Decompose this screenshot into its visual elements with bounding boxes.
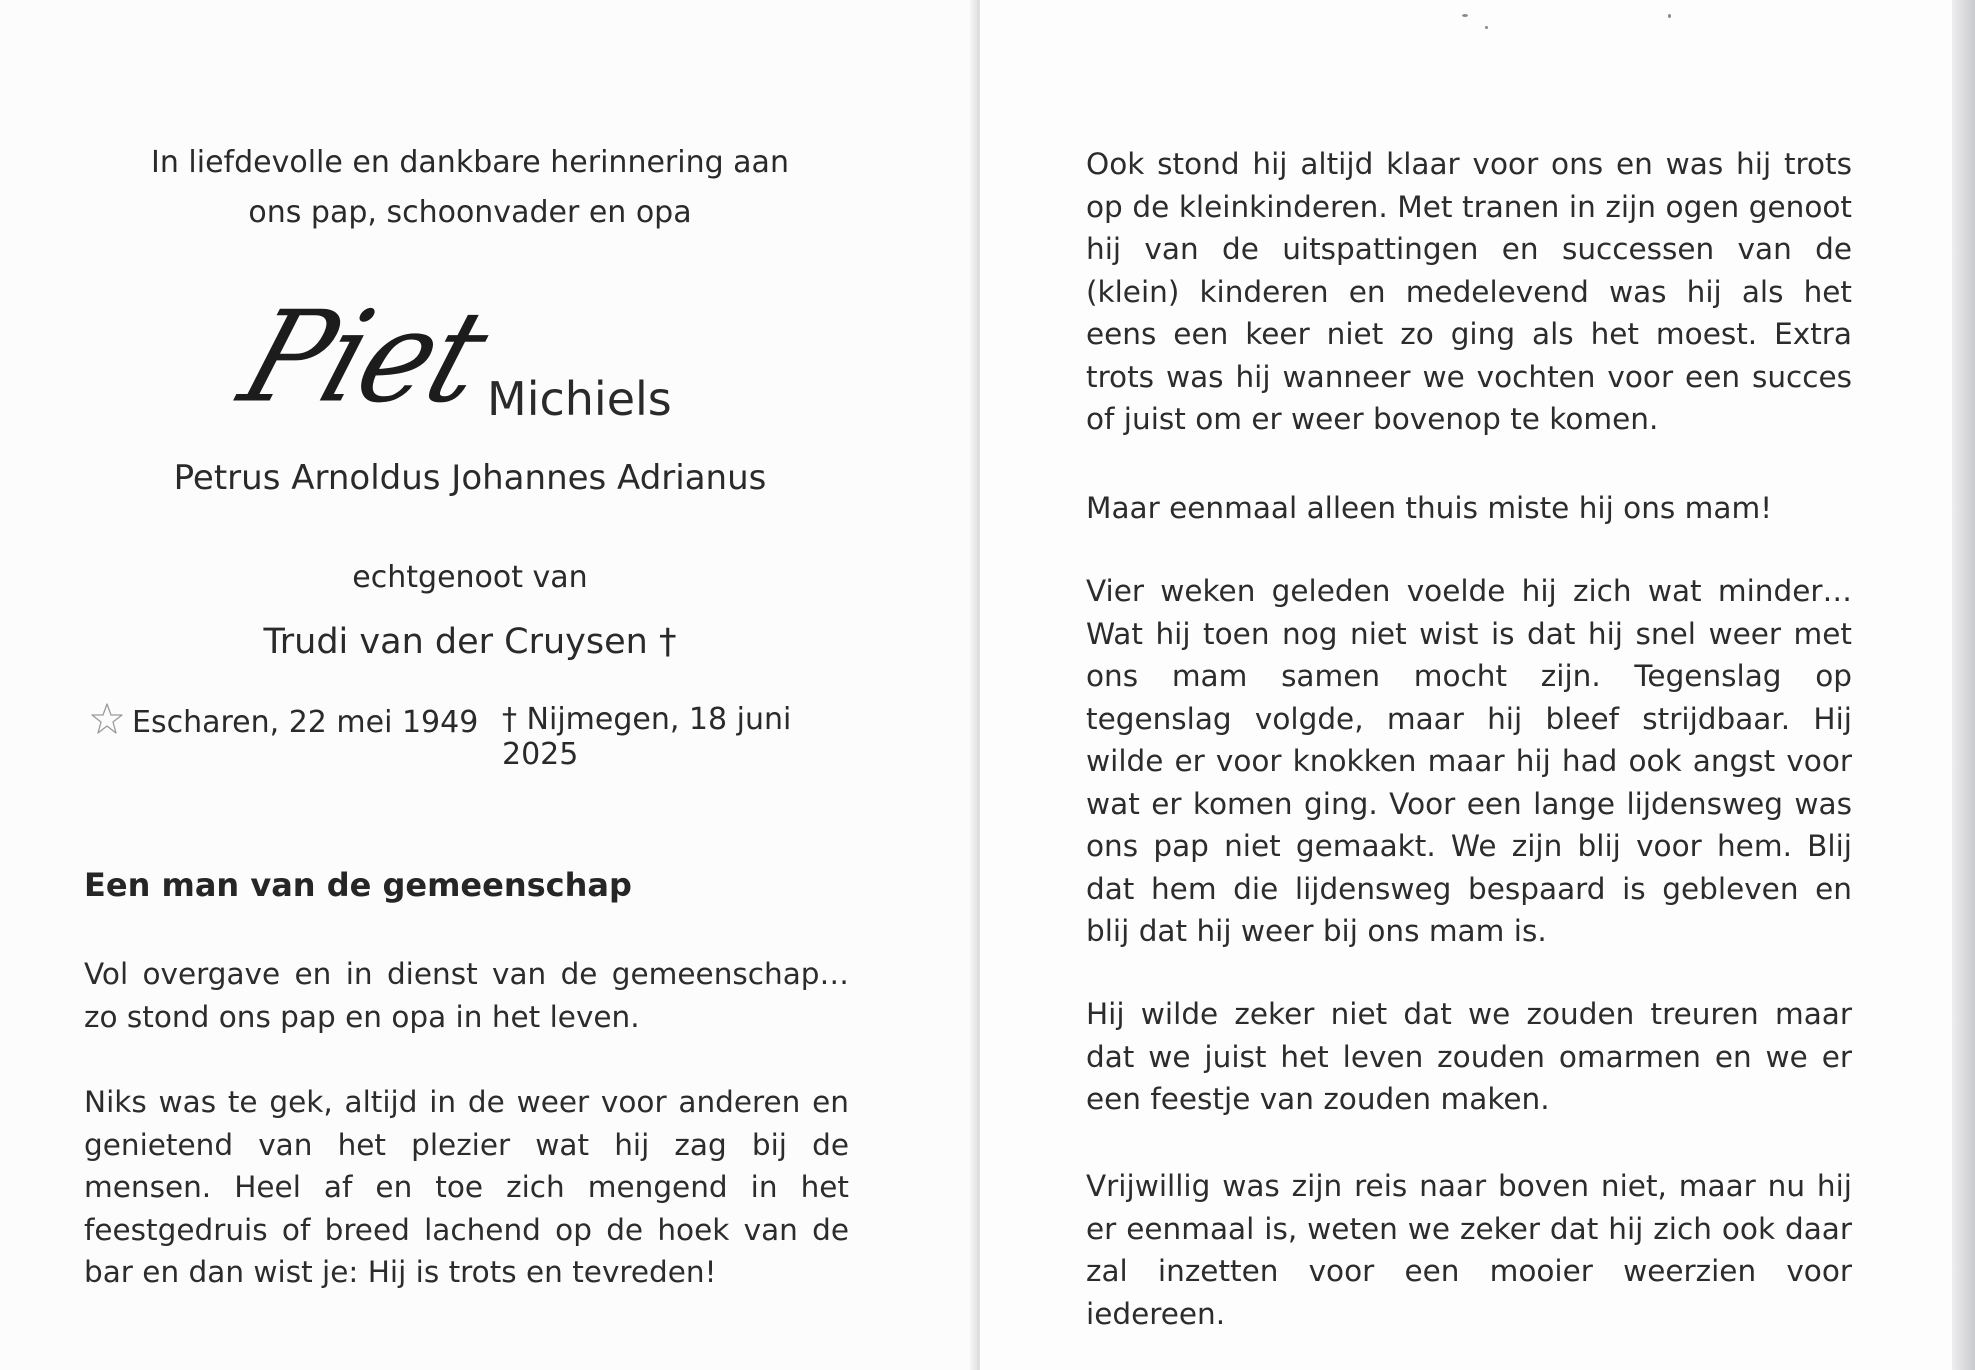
intro-line-2: ons pap, schoonvader en opa bbox=[248, 195, 692, 230]
left-paragraph-2: Niks was te gek, altijd in de weer voor anderen en genietend van het plezier wat hij zag bij de mensen. Heel af en toe zich mengend in het feestgedruis of breed lachend op de hoek van de bar en dan wist je: Hij is trots en tevreden! bbox=[84, 1085, 849, 1289]
right-paragraph-2: Maar eenmaal alleen thuis miste hij ons mam! bbox=[1086, 491, 1773, 525]
right-paragraph-4: Hij wilde zeker niet dat we zouden treuren maar dat we juist het leven zouden omarmen en we er een feestje van zouden maken. bbox=[1086, 997, 1852, 1116]
intro-text bbox=[60, 138, 880, 238]
birth-info bbox=[90, 702, 478, 740]
scan-speck bbox=[1462, 14, 1468, 17]
birth-text: Escharen, 22 mei 1949 bbox=[132, 705, 479, 740]
right-paragraph-3: Vier weken geleden voelde hij zich wat minder… Wat hij toen nog niet wist is dat hij snel weer met ons mam samen mocht zijn. Tegenslag op tegenslag volgde, maar hij bleef strijdbaar. Hij wilde er voor knokken maar hij had ook angst voor wat er komen ging. Voor een lange lijdensweg was ons pap niet gemaakt. We zijn blij voor hem. Blij dat hem die lijdensweg bespaard is gebleven en blij dat hij weer bij ons mam is. bbox=[1086, 574, 1852, 948]
full-given-names: Petrus Arnoldus Johannes Adrianus bbox=[173, 458, 767, 498]
left-page bbox=[0, 0, 975, 1370]
right-paragraph-1: Ook stond hij altijd klaar voor ons en was hij trots op de kleinkinderen. Met tranen in zijn ogen genoot hij van de uitspattingen en successen van de (klein) kinderen en medelevend was hij als het eens een keer niet zo ging als het moest. Extra trots was hij wanneer we vochten voor een succes of juist om er weer bovenop te komen. bbox=[1086, 147, 1852, 436]
spouse-label: echtgenoot van bbox=[352, 560, 588, 595]
intro-line-1: In liefdevolle en dankbare herinnering aan bbox=[151, 145, 789, 180]
scan-edge bbox=[1952, 0, 1975, 1370]
star-outline-icon bbox=[90, 702, 124, 736]
section-heading: Een man van de gemeenschap bbox=[84, 866, 632, 904]
scan-speck bbox=[1668, 14, 1671, 18]
deceased-name bbox=[215, 285, 755, 440]
first-name-script: Piet bbox=[225, 285, 503, 431]
scan-speck bbox=[1485, 26, 1488, 29]
death-info: † Nijmegen, 18 juni 2025 bbox=[502, 702, 792, 772]
right-paragraph-5: Vrijwillig was zijn reis naar boven niet, maar nu hij er eenmaal is, weten we zeker dat hij zich ook daar zal inzetten voor een mooier weerzien voor iedereen. bbox=[1086, 1169, 1852, 1331]
life-dates bbox=[90, 702, 870, 772]
left-paragraph-1: Vol overgave en in dienst van de gemeenschap… zo stond ons pap en opa in het leven. bbox=[84, 957, 849, 1034]
spouse-name: Trudi van der Cruysen † bbox=[263, 622, 677, 662]
last-name: Michiels bbox=[487, 372, 672, 426]
